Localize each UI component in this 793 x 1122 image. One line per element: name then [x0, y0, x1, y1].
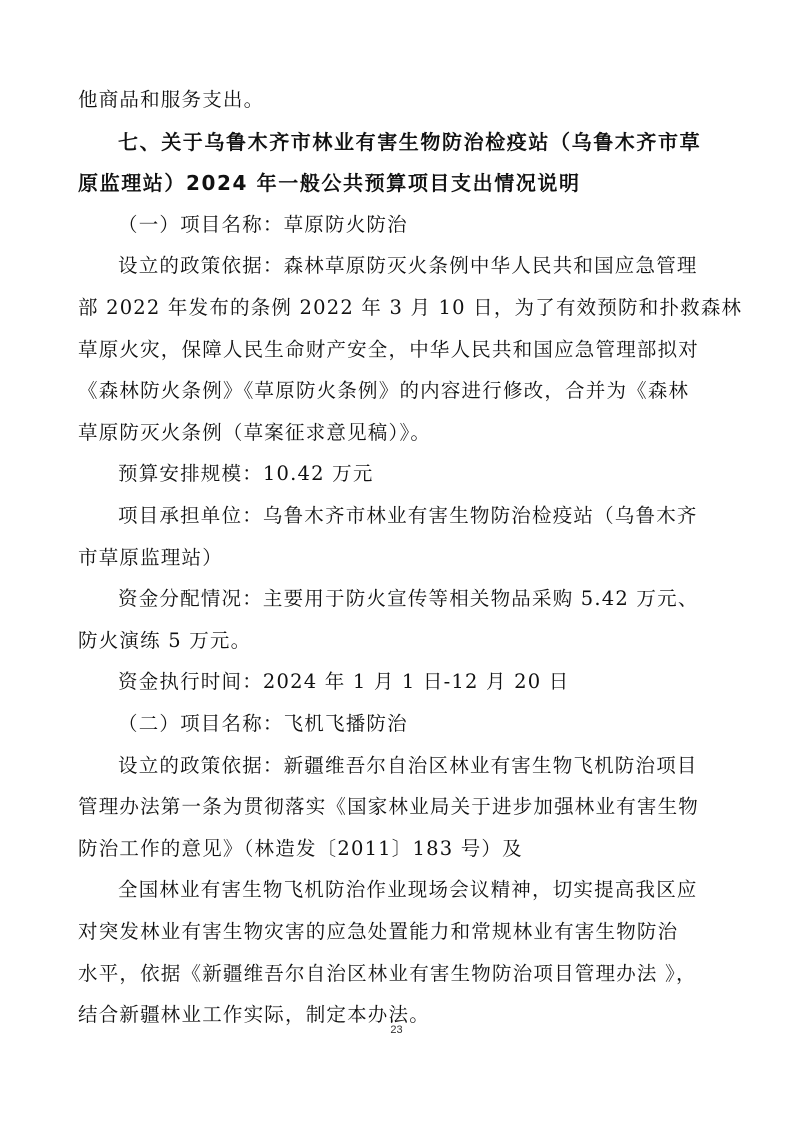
- body-text-line: 设立的政策依据：新疆维吾尔自治区林业有害生物飞机防治项目: [118, 754, 698, 777]
- budget-scale: 预算安排规模：10.42 万元: [118, 462, 374, 485]
- body-text-line: 市草原监理站）: [78, 546, 223, 569]
- body-text-line: 设立的政策依据：森林草原防灭火条例中华人民共和国应急管理: [118, 254, 698, 277]
- fund-allocation: 资金分配情况：主要用于防火宣传等相关物品采购 5.42 万元、: [118, 587, 699, 610]
- project-name-1: （一）项目名称：草原防火防治: [118, 213, 408, 236]
- project-name-2: （二）项目名称：飞机飞播防治: [118, 712, 408, 735]
- section-heading: 七、关于乌鲁木齐市林业有害生物防治检疫站（乌鲁木齐市草: [118, 130, 702, 154]
- body-text-line: 全国林业有害生物飞机防治作业现场会议精神，切实提高我区应: [118, 878, 698, 901]
- section-heading-continued: 原监理站）2024 年一般公共预算项目支出情况说明: [78, 171, 581, 195]
- body-text-line: 防治工作的意见》（林造发〔2011〕183 号）及: [78, 837, 523, 860]
- body-text-line: 结合新疆林业工作实际，制定本办法。: [78, 1003, 430, 1026]
- body-text-line: 草原火灾，保障人民生命财产安全，中华人民共和国应急管理部拟对: [78, 338, 700, 361]
- body-text-line: 《森林防火条例》《草原防火条例》的内容进行修改，合并为《森林: [78, 379, 690, 402]
- page-number: 23: [390, 1024, 403, 1036]
- responsible-unit: 项目承担单位：乌鲁木齐市林业有害生物防治检疫站（乌鲁木齐: [118, 504, 698, 527]
- body-text-line: 对突发林业有害生物灾害的应急处置能力和常规林业有害生物防治: [78, 920, 679, 943]
- body-text-line: 草原防灭火条例（草案征求意见稿）》。: [78, 421, 432, 444]
- body-text-line: 防火演练 5 万元。: [78, 629, 252, 652]
- body-text-line: 部 2022 年发布的条例 2022 年 3 月 10 日，为了有效预防和扑救森林: [78, 296, 743, 319]
- body-text-line: 他商品和服务支出。: [78, 88, 265, 111]
- execution-time: 资金执行时间：2024 年 1 月 1 日-12 月 20 日: [118, 670, 570, 693]
- body-text-line: 管理办法第一条为贯彻落实《国家林业局关于进步加强林业有害生物: [78, 795, 700, 818]
- body-text-line: 水平，依据《新疆维吾尔自治区林业有害生物防治项目管理办法 》，: [78, 962, 697, 985]
